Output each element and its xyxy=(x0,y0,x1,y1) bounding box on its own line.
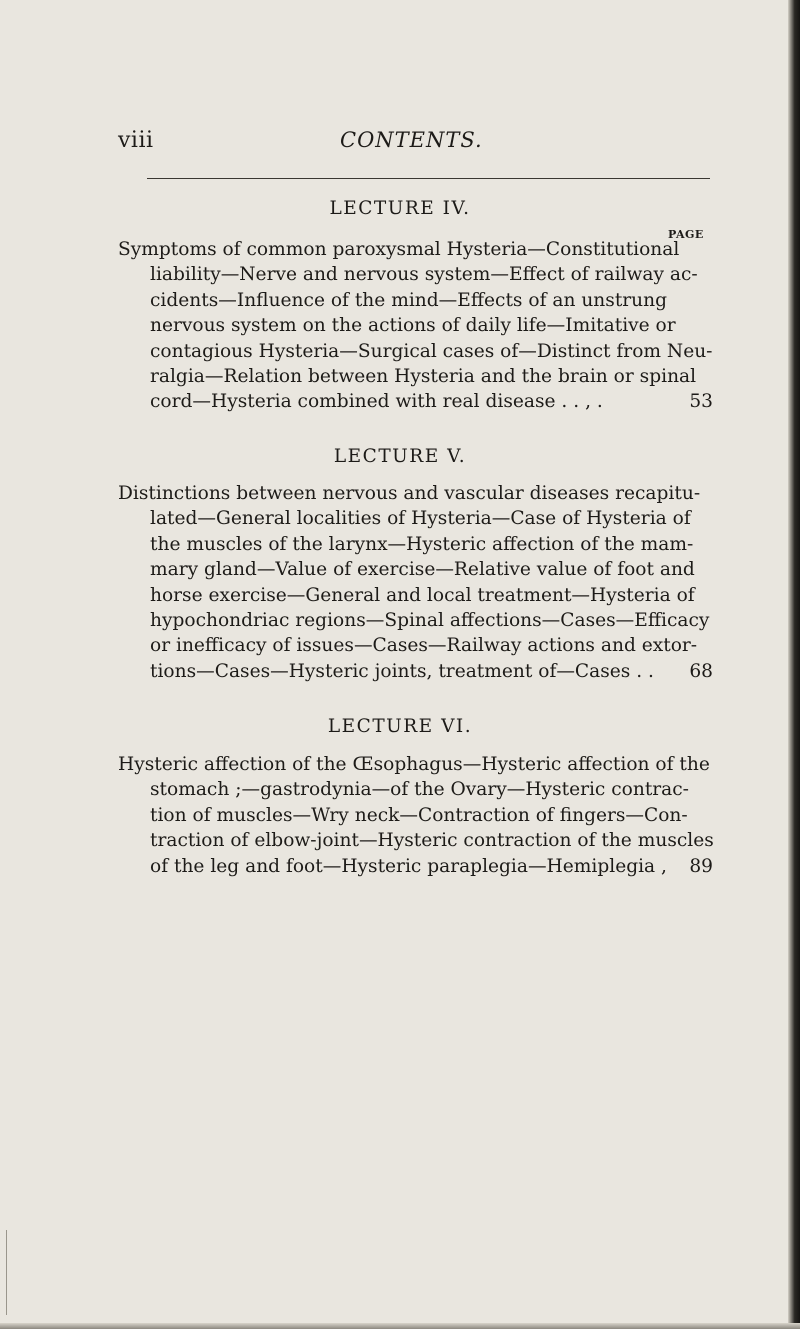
lecture-heading: LECTURE IV. xyxy=(329,198,471,219)
contents-entry xyxy=(118,752,713,879)
entry-line: or inefficacy of issues—Cases—Railway actions and extor- xyxy=(150,635,698,657)
entry-line: of the leg and foot—Hysteric paraplegia—Hemiplegia , xyxy=(150,855,667,877)
header-rule xyxy=(147,178,710,179)
page-bottom-edge xyxy=(0,1323,800,1329)
entry-line: tion of muscles—Wry neck—Contraction of fingers—Con- xyxy=(150,804,688,826)
entry-last-line xyxy=(118,659,713,684)
entry-line: stomach ;—gastrodynia—of the Ovary—Hysteric contrac- xyxy=(150,779,689,801)
lecture-heading: LECTURE V. xyxy=(333,446,467,467)
page-folio: viii xyxy=(118,128,154,153)
entry-line: cidents—Influence of the mind—Effects of an unstrung xyxy=(150,289,668,311)
entry-line: traction of elbow-joint—Hysteric contraction of the muscles xyxy=(150,830,714,852)
entry-line: liability—Nerve and nervous system—Effect of railway ac- xyxy=(150,264,698,286)
running-head xyxy=(118,128,713,168)
page-column-label: PAGE xyxy=(668,228,704,241)
running-title: CONTENTS. xyxy=(340,128,483,152)
entry-line: cord—Hysteria combined with real disease . . , . xyxy=(150,391,603,413)
entry-line: the muscles of the larynx—Hysteric affection of the mam- xyxy=(150,533,694,555)
entry-line: Symptoms of common paroxysmal Hysteria—Constitutional xyxy=(118,239,680,260)
page-edge-shadow xyxy=(788,0,800,1329)
lecture-heading: LECTURE VI. xyxy=(327,716,473,737)
page-number: 53 xyxy=(689,391,713,413)
entry-line: tions—Cases—Hysteric joints, treatment of—Cases . . xyxy=(150,660,654,682)
entry-line: mary gland—Value of exercise—Relative value of foot and xyxy=(150,559,695,581)
entry-last-line xyxy=(118,854,713,879)
contents-entry xyxy=(118,237,713,415)
page-number: 68 xyxy=(689,660,713,682)
entry-line: horse exercise—General and local treatment—Hysteria of xyxy=(150,584,695,606)
scan-mark xyxy=(6,1230,7,1315)
entry-last-line xyxy=(118,389,713,414)
entry-line: Distinctions between nervous and vascular diseases recapitu- xyxy=(118,483,701,504)
entry-line: contagious Hysteria—Surgical cases of—Distinct from Neu- xyxy=(150,340,713,362)
entry-line: Hysteric affection of the Œsophagus—Hysteric affection of the xyxy=(118,754,710,775)
entry-line: hypochondriac regions—Spinal affections—Cases—Efficacy xyxy=(150,610,710,632)
page-number: 89 xyxy=(689,855,713,877)
entry-line: nervous system on the actions of daily life—Imitative or xyxy=(150,315,676,337)
contents-entry xyxy=(118,481,713,684)
entry-line: ralgia—Relation between Hysteria and the brain or spinal xyxy=(150,366,697,388)
entry-line: lated—General localities of Hysteria—Case of Hysteria of xyxy=(150,508,691,530)
